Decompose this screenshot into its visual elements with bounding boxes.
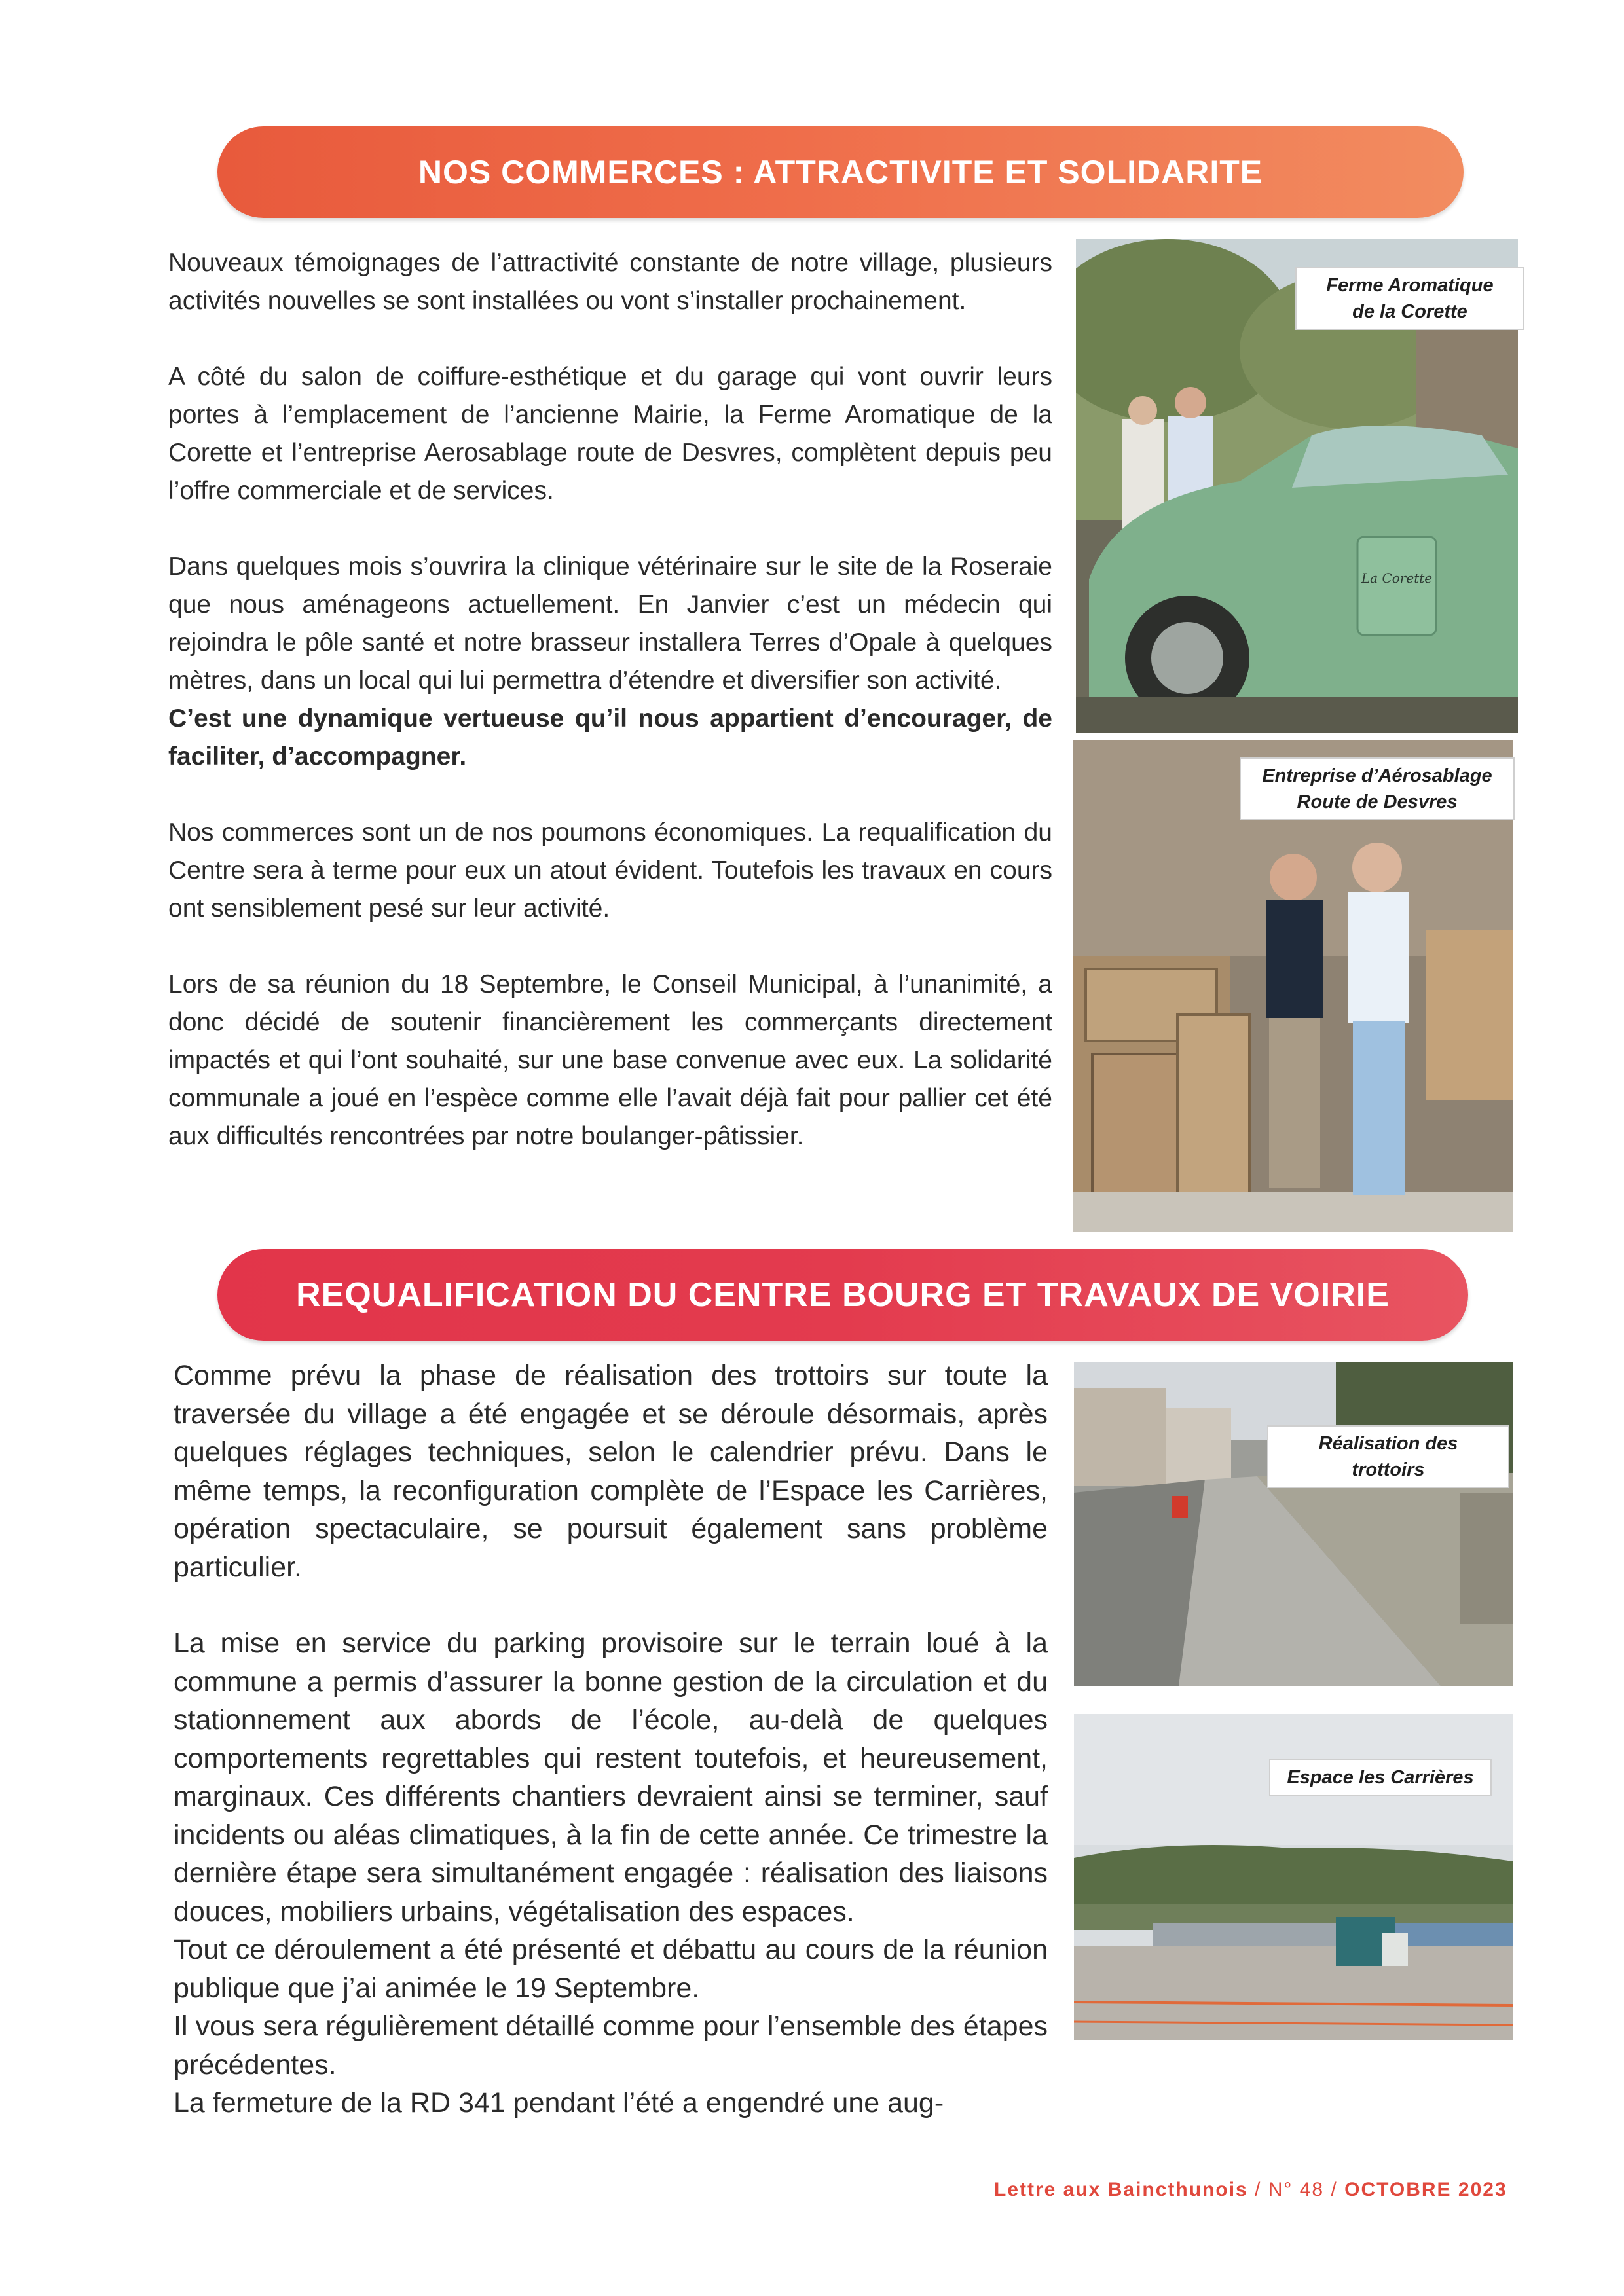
caption-line: de la Corette <box>1352 301 1467 322</box>
footer-publication: Lettre aux Baincthunois <box>994 2179 1248 2200</box>
page-footer <box>994 2179 1507 2201</box>
paragraph: Comme prévu la phase de réalisation des trottoirs sur toute la traversée du village a été engagée et se déroule désormais, après quelques réglages techniques, selon le calendrier prévu. Dans le même temps, la reconfiguration complète de l’Espace les Carrières, opération spectaculaire, se poursuit également sans problème particulier. <box>174 1360 1048 1583</box>
paragraph: Tout ce déroulement a été présenté et débattu au cours de la réunion publique que j’ai animée le 19 Septembre. <box>174 1934 1048 2004</box>
car-logo-text: La Corette <box>1361 570 1433 586</box>
paragraph: La fermeture de la RD 341 pendant l’été a engendré une aug- <box>174 2087 944 2119</box>
paragraph: La mise en service du parking provisoire sur le terrain loué à la commune a permis d’assurer la bonne gestion de la circulation et du stationnement aux abords de l’école, au-delà de quelques comportements regrettables qui restent toutefois, et heureusement, marginaux. Ces différents chantiers devraient ainsi se terminer, sauf incidents ou aléas climatiques, à la fin de cette année. Ce trimestre la dernière étape sera simultanément engagée : réalisation des liaisons douces, mobiliers urbains, végétalisation des espaces. <box>174 1628 1048 1927</box>
paragraph-emphasis: C’est une dynamique vertueuse qu’il nous appartient d’encourager, de faciliter, d’accompagner. <box>168 704 1052 771</box>
caption-line: Entreprise d’Aérosablage <box>1262 765 1492 786</box>
footer-date: OCTOBRE 2023 <box>1344 2179 1507 2200</box>
caption-ferme-aromatique <box>1295 267 1524 330</box>
paragraph: Nos commerces sont un de nos poumons économiques. La requalification du Centre sera à terme pour eux un atout évident. Toutefois les travaux en cours ont sensiblement pesé sur leur activité. <box>168 818 1052 922</box>
caption-aerosablage <box>1240 757 1515 820</box>
photo-trottoirs-image <box>1074 1362 1513 1686</box>
caption-trottoirs: Réalisation des trottoirs <box>1267 1425 1509 1488</box>
caption-espace-carrieres: Espace les Carrières <box>1269 1759 1492 1796</box>
paragraph: Lors de sa réunion du 18 Septembre, le Conseil Municipal, à l’unanimité, a donc décidé de soutenir financièrement les commerçants directement impactés et qui l’ont souhaité, sur une base convenue avec eux. La solidarité communale a joué en l’espèce comme elle l’avait déjà fait pour pallier cet été aux difficultés rencontrées par notre boulanger-pâtissier. <box>168 970 1052 1150</box>
footer-issue: / N° 48 / <box>1247 2179 1345 2200</box>
section-commerces-text <box>168 244 1052 1156</box>
paragraph: Il vous sera régulièrement détaillé comme pour l’ensemble des étapes précédentes. <box>174 2011 1048 2081</box>
paragraph: Dans quelques mois s’ouvrira la clinique vétérinaire sur le site de la Roseraie que nous aménageons actuellement. En Janvier c’est un médecin qui rejoindra le pôle santé et notre brasseur installera Terres d’Opale à quelques mètres, dans un local qui lui permettra d’étendre et diversifier son activité. <box>168 553 1052 695</box>
paragraph: Nouveaux témoignages de l’attractivité constante de notre village, plusieurs activités nouvelles se sont installées ou vont s’installer prochainement. <box>168 249 1052 315</box>
caption-line: Ferme Aromatique <box>1326 275 1494 296</box>
section-requalification-text <box>174 1357 1048 2123</box>
photo-trottoirs <box>1074 1362 1513 1686</box>
section-title-requalification: REQUALIFICATION DU CENTRE BOURG ET TRAVAUX DE VOIRIE <box>217 1249 1468 1341</box>
paragraph: A côté du salon de coiffure-esthétique et du garage qui vont ouvrir leurs portes à l’emplacement de l’ancienne Mairie, la Ferme Aromatique de la Corette et l’entreprise Aerosablage route de Desvres, complètent depuis peu l’offre commerciale et de services. <box>168 363 1052 505</box>
caption-line: Route de Desvres <box>1297 792 1458 812</box>
section-title-commerces: NOS COMMERCES : ATTRACTIVITE ET SOLIDARITE <box>217 126 1464 218</box>
